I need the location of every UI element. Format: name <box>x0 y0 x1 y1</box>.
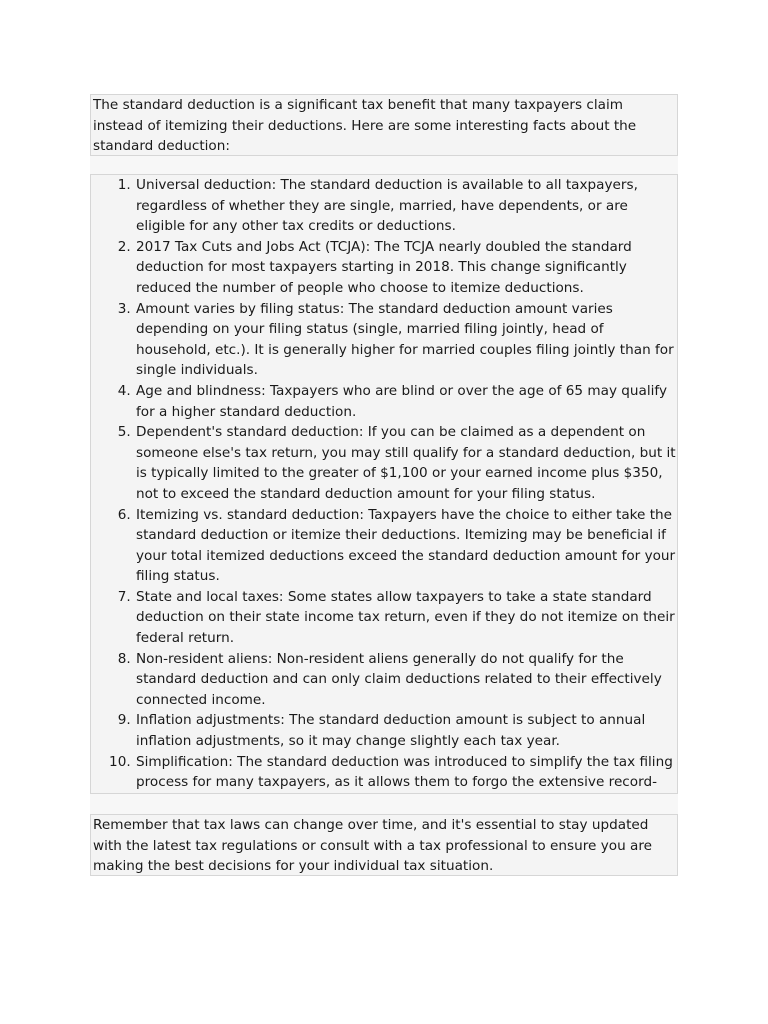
intro-paragraph: The standard deduction is a significant tax benefit that many taxpayers claim instead of itemizing their deductions. Here are some interesting facts about the standard deduction: <box>90 94 678 156</box>
fact-item-10: 10. Simplification: The standard deduction was introduced to simplify the tax filing process for many taxpayers, as it allows them to forgo the extensive record- <box>135 752 677 814</box>
facts-list-container <box>90 174 678 794</box>
fact-item-8: 8. Non-resident aliens: Non-resident aliens generally do not qualify for the standard deduction and can only claim deductions related to their effectively connected income. <box>135 649 677 711</box>
fact-item-3: 3. Amount varies by filing status: The standard deduction amount varies depending on your filing status (single, married filing jointly, head of household, etc.). It is generally higher for married couples filing jointly than for single individuals. <box>135 299 677 381</box>
fact-item-9: 9. Inflation adjustments: The standard deduction amount is subject to annual inflation adjustments, so it may change slightly each tax year. <box>135 710 677 751</box>
fact-item-2: 2. 2017 Tax Cuts and Jobs Act (TCJA): The TCJA nearly doubled the standard deduction for most taxpayers starting in 2018. This change significantly reduced the number of people who choose to itemize deductions. <box>135 237 677 299</box>
outro-paragraph: Remember that tax laws can change over time, and it's essential to stay updated with the latest tax regulations or consult with a tax professional to ensure you are making the best decisions for your individual tax situation. <box>90 814 678 876</box>
block-separator <box>90 156 678 174</box>
fact-item-1: 1. Universal deduction: The standard deduction is available to all taxpayers, regardless of whether they are single, married, have dependents, or are eligible for any other tax credits or deductions. <box>135 175 677 237</box>
fact-item-6: 6. Itemizing vs. standard deduction: Taxpayers have the choice to either take the standard deduction or itemize their deductions. Itemizing may be beneficial if your total itemized deductions exceed the standard deduction amount for your filing status. <box>135 505 677 587</box>
fact-item-4: 4. Age and blindness: Taxpayers who are blind or over the age of 65 may qualify for a higher standard deduction. <box>135 381 677 422</box>
fact-item-5: 5. Dependent's standard deduction: If you can be claimed as a dependent on someone else's tax return, you may still qualify for a standard deduction, but it is typically limited to the greater of $1,100 or your earned income plus $350, not to exceed the standard deduction amount for your filing status. <box>135 422 677 504</box>
fact-item-7: 7. State and local taxes: Some states allow taxpayers to take a state standard deduction on their state income tax return, even if they do not itemize on their federal return. <box>135 587 677 649</box>
block-separator <box>90 794 678 814</box>
facts-list <box>91 175 677 813</box>
